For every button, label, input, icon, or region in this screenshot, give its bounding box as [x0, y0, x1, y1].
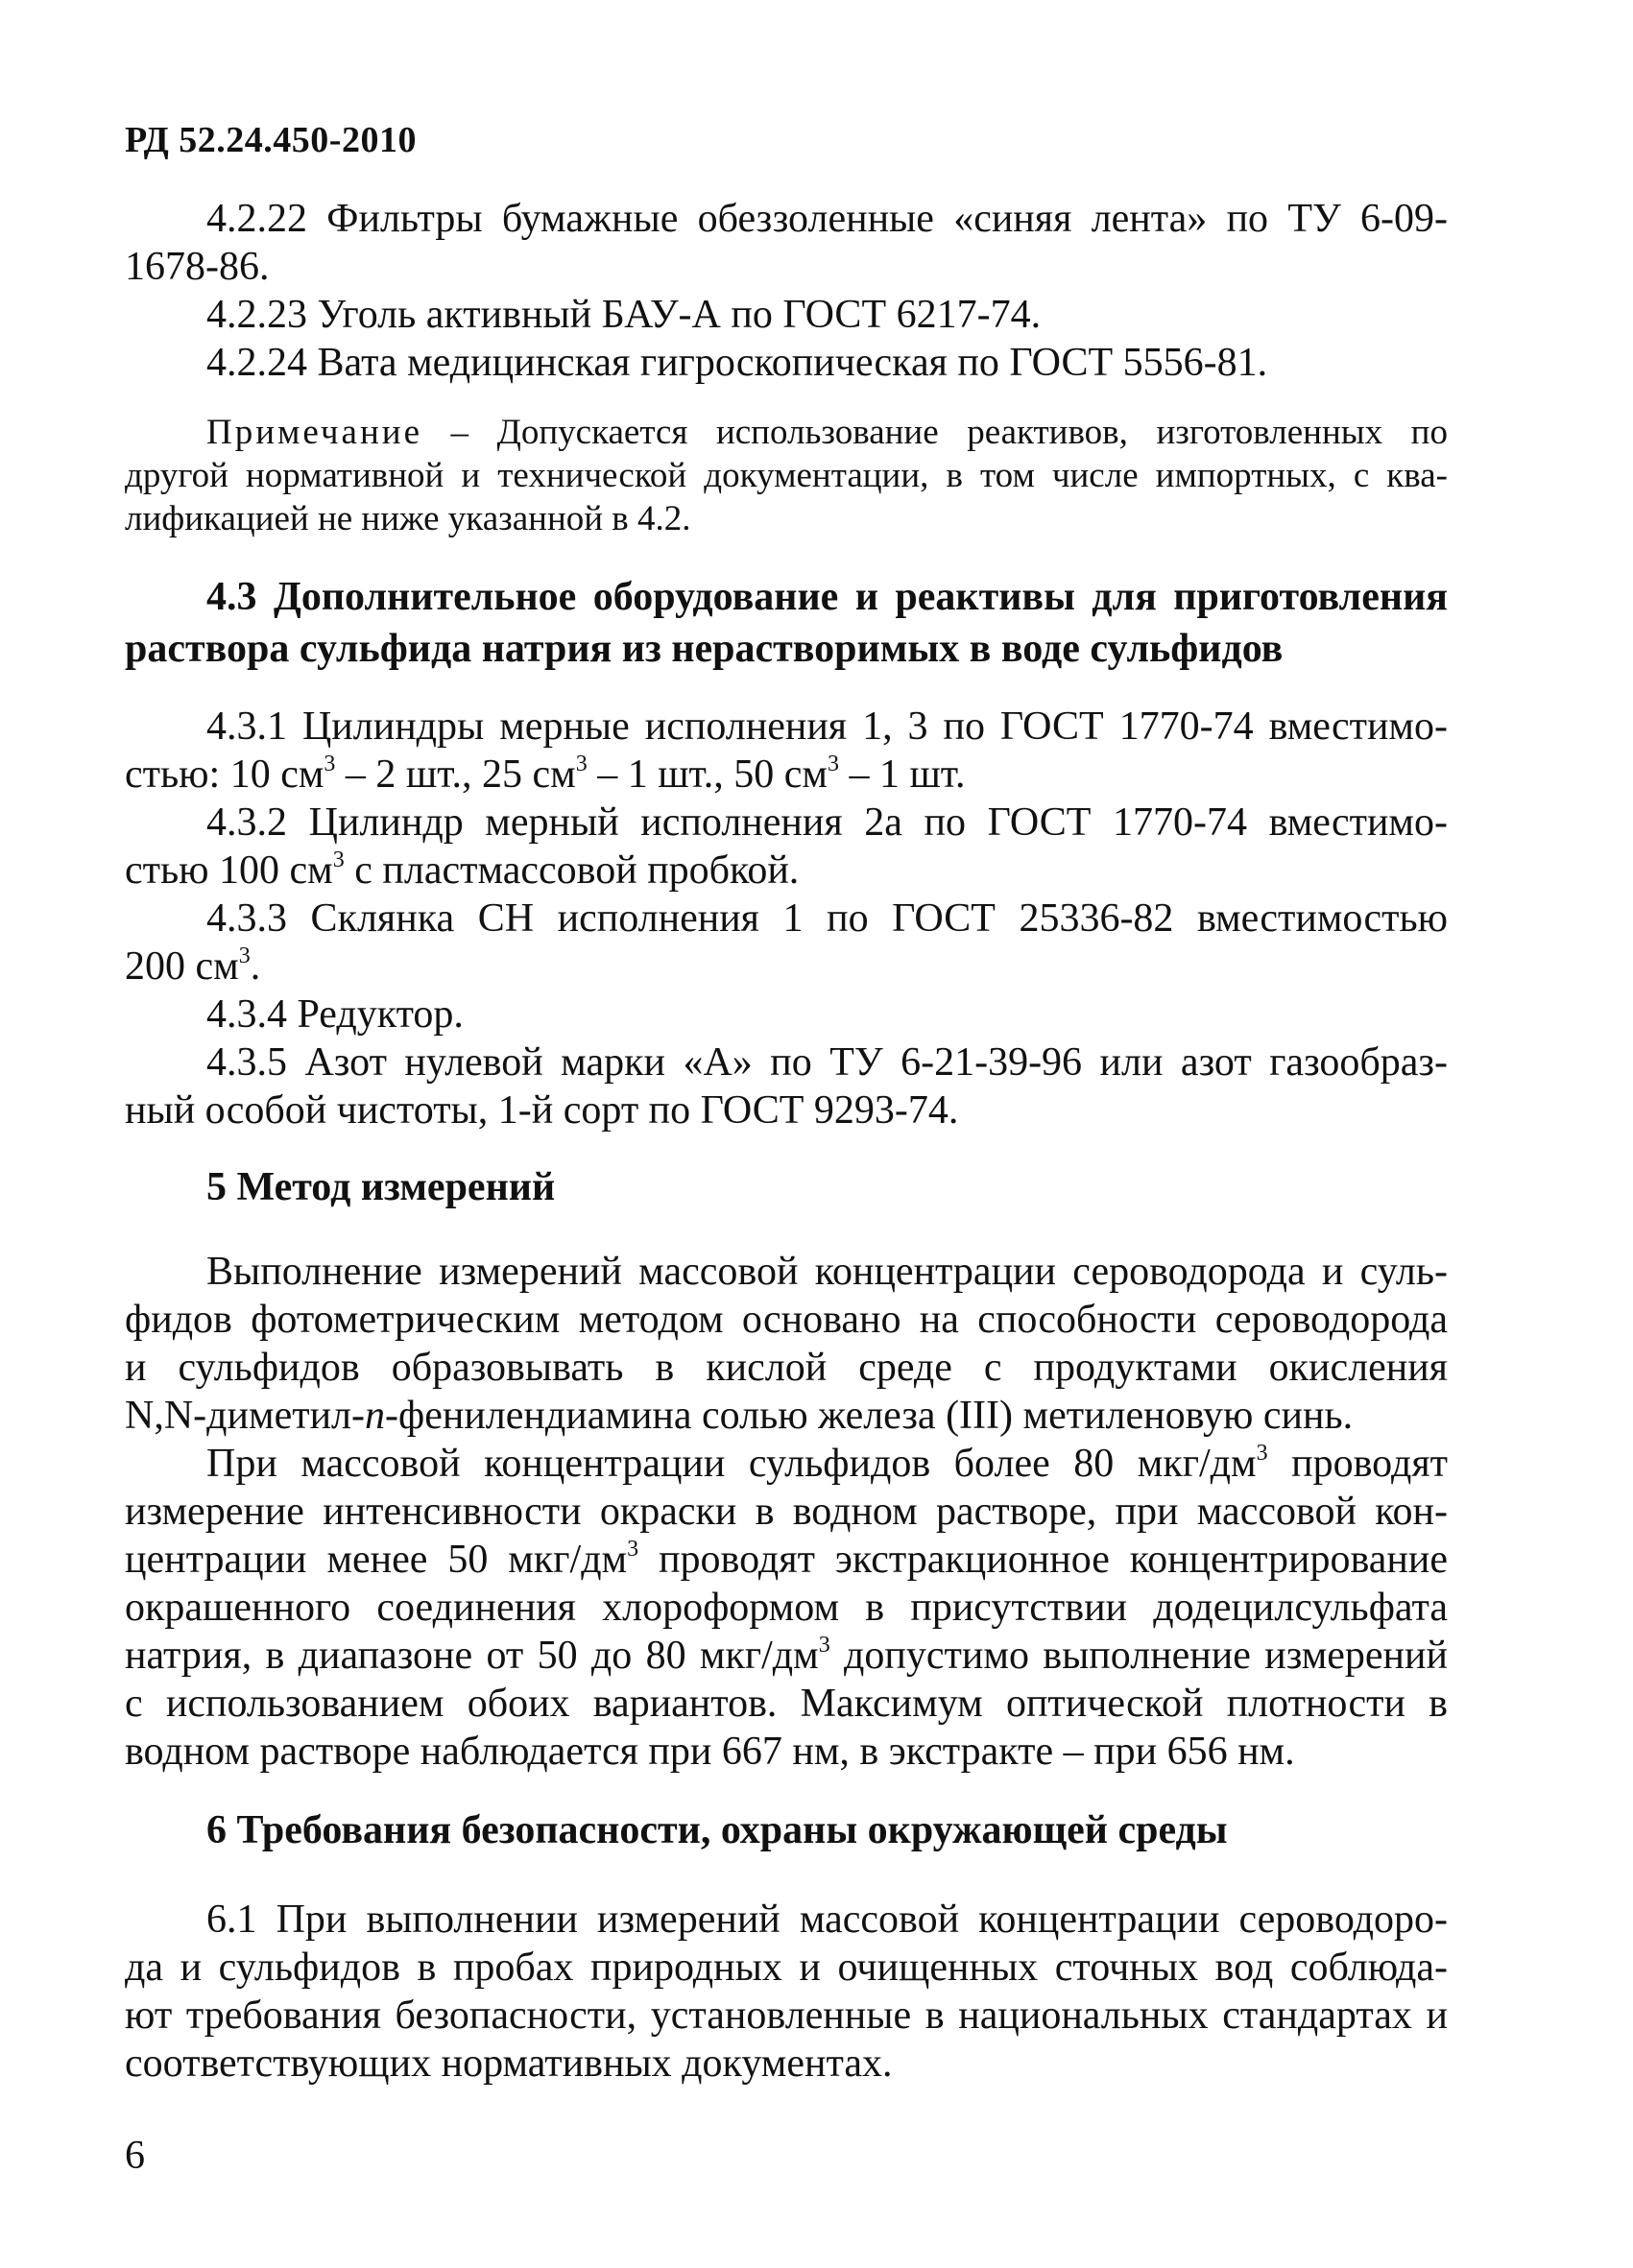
note-line-1	[125, 411, 1448, 454]
section-4-3-heading	[125, 571, 1448, 675]
s5-p2-text-1b: проводят	[1267, 1442, 1448, 1486]
s5-p2-text-1a: При массовой концентрации сульфидов более 80 мкг/дм	[206, 1442, 1257, 1486]
s5-p1-line-2: фидов фотометрическим методом основано на способности сероводорода	[125, 1298, 1448, 1342]
item-4-2-22-line-2: 1678-86.	[125, 245, 270, 289]
superscript: 3	[818, 1633, 830, 1658]
items-4-2-22-to-4-2-24	[125, 195, 1448, 387]
s5-p1-text-c: -фенилендиамина солью железа (III) метиленовую синь.	[385, 1394, 1354, 1438]
section-5-paragraph-2	[125, 1440, 1448, 1776]
note-line-2: другой нормативной и технической документации, в том числе импортных, с ква-	[125, 456, 1448, 495]
s5-p2-text-5b: допустимо выполнение измерений	[829, 1634, 1448, 1678]
s6-p1-line-3: ют требования безопасности, установленные в национальных стандартах и	[125, 1993, 1448, 2038]
section-4-3-title-line-1: 4.3 Дополнительное оборудование и реактивы для приготовления	[206, 575, 1448, 619]
item-4-3-5-line-1: 4.3.5 Азот нулевой марки «А» по ТУ 6-21-39-96 или азот газообраз-	[206, 1040, 1448, 1085]
item-4-2-23: 4.2.23 Уголь активный БАУ-А по ГОСТ 6217-74.	[206, 293, 1042, 337]
page-number: 6	[125, 2134, 145, 2178]
s5-p2-line-2: измерение интенсивности окраски в водном растворе, при массовой кон-	[125, 1490, 1448, 1534]
s6-p1-line-2: да и сульфидов в пробах природных и очищенных сточных вод соблюда-	[125, 1946, 1448, 1990]
note-text-1: – Допускается использование реактивов, изготовленных по	[422, 413, 1448, 452]
s5-p2-line-6: с использованием обоих вариантов. Максимум оптической плотности в	[125, 1682, 1448, 1726]
superscript: 3	[827, 752, 839, 776]
s6-p1-line-4: соответствующих нормативных документах.	[125, 2041, 893, 2086]
s5-p1-line-4	[125, 1392, 1448, 1440]
item-4-3-5-line-2: ный особой чистоты, 1-й сорт по ГОСТ 9293-74.	[125, 1088, 959, 1133]
superscript: 3	[324, 752, 336, 776]
item-4-3-1-text-a: стью: 10 см	[125, 752, 324, 797]
item-4-3-2-text-a: стью 100 см	[125, 848, 333, 893]
item-4-3-1-line-2	[125, 751, 1448, 799]
s5-p2-line-3	[125, 1536, 1448, 1584]
document-code-header: РД 52.24.450-2010	[125, 120, 417, 160]
s5-p2-text-5a: натрия, в диапазоне от 50 до 80 мкг/дм	[125, 1634, 819, 1678]
superscript: 3	[627, 1537, 639, 1562]
superscript: 3	[1256, 1441, 1268, 1466]
section-5-paragraph-1	[125, 1248, 1448, 1440]
note-block	[125, 411, 1448, 540]
item-4-3-2-text-b: с пластмассовой пробкой.	[344, 848, 800, 893]
item-4-3-3-line-1: 4.3.3 Склянка СН исполнения 1 по ГОСТ 25336-82 вместимостью	[206, 896, 1448, 941]
item-4-3-1-text-c: – 1 шт., 50 см	[587, 752, 828, 797]
s6-p1-line-1: 6.1 При выполнении измерений массовой концентрации сероводоро-	[206, 1898, 1448, 1942]
item-4-3-3-text-b: .	[250, 944, 261, 989]
item-4-3-1-line-1: 4.3.1 Цилиндры мерные исполнения 1, 3 по ГОСТ 1770-74 вместимо-	[206, 704, 1448, 749]
item-4-2-24: 4.2.24 Вата медицинская гигроскопическая по ГОСТ 5556-81.	[206, 341, 1268, 385]
item-4-3-3-line-2	[125, 943, 1448, 991]
item-4-3-1-text-b: – 2 шт., 25 см	[335, 752, 576, 797]
item-4-3-4: 4.3.4 Редуктор.	[206, 992, 464, 1037]
section-6-heading	[125, 1804, 1448, 1856]
superscript: 3	[238, 943, 251, 968]
section-6-title: 6 Требования безопасности, охраны окружающей среды	[206, 1808, 1228, 1852]
item-4-3-3-text-a: 200 см	[125, 944, 239, 989]
section-6-paragraph-1	[125, 1896, 1448, 2088]
s5-p2-line-5	[125, 1632, 1448, 1680]
superscript: 3	[575, 752, 588, 776]
s5-p1-line-1: Выполнение измерений массовой концентрации сероводорода и суль-	[206, 1250, 1448, 1294]
section-4-3-title-line-2: раствора сульфида натрия из нерастворимых в воде сульфидов	[125, 627, 1284, 671]
note-label: Примечание	[206, 413, 422, 452]
s5-p2-line-4: окрашенного соединения хлороформом в присутствии додецилсульфата	[125, 1586, 1448, 1630]
s5-p2-text-3a: центрации менее 50 мкг/дм	[125, 1538, 628, 1582]
s5-p2-text-3b: проводят экстракционное концентрирование	[638, 1538, 1448, 1582]
item-4-3-2-line-1: 4.3.2 Цилиндр мерный исполнения 2а по ГОСТ 1770-74 вместимо-	[206, 800, 1448, 845]
s5-p1-line-3: и сульфидов образовывать в кислой среде с продуктами окисления	[125, 1346, 1448, 1390]
note-line-3: лификацией не ниже указанной в 4.2.	[125, 499, 691, 538]
item-4-3-2-line-2	[125, 847, 1448, 895]
item-4-2-22-line-1: 4.2.22 Фильтры бумажные обеззоленные «синяя лента» по ТУ 6-09-	[206, 197, 1448, 241]
s5-p1-italic-n: n	[365, 1394, 385, 1438]
s5-p1-text-a: N,N-диметил-	[125, 1394, 365, 1438]
s5-p2-line-7: водном растворе наблюдается при 667 нм, в экстракте – при 656 нм.	[125, 1730, 1295, 1774]
items-4-3	[125, 703, 1448, 1134]
item-4-3-1-text-d: – 1 шт.	[838, 752, 966, 797]
section-5-title: 5 Метод измерений	[206, 1165, 556, 1209]
section-5-heading	[125, 1161, 1448, 1213]
superscript: 3	[332, 848, 345, 872]
s5-p2-line-1	[125, 1440, 1448, 1488]
